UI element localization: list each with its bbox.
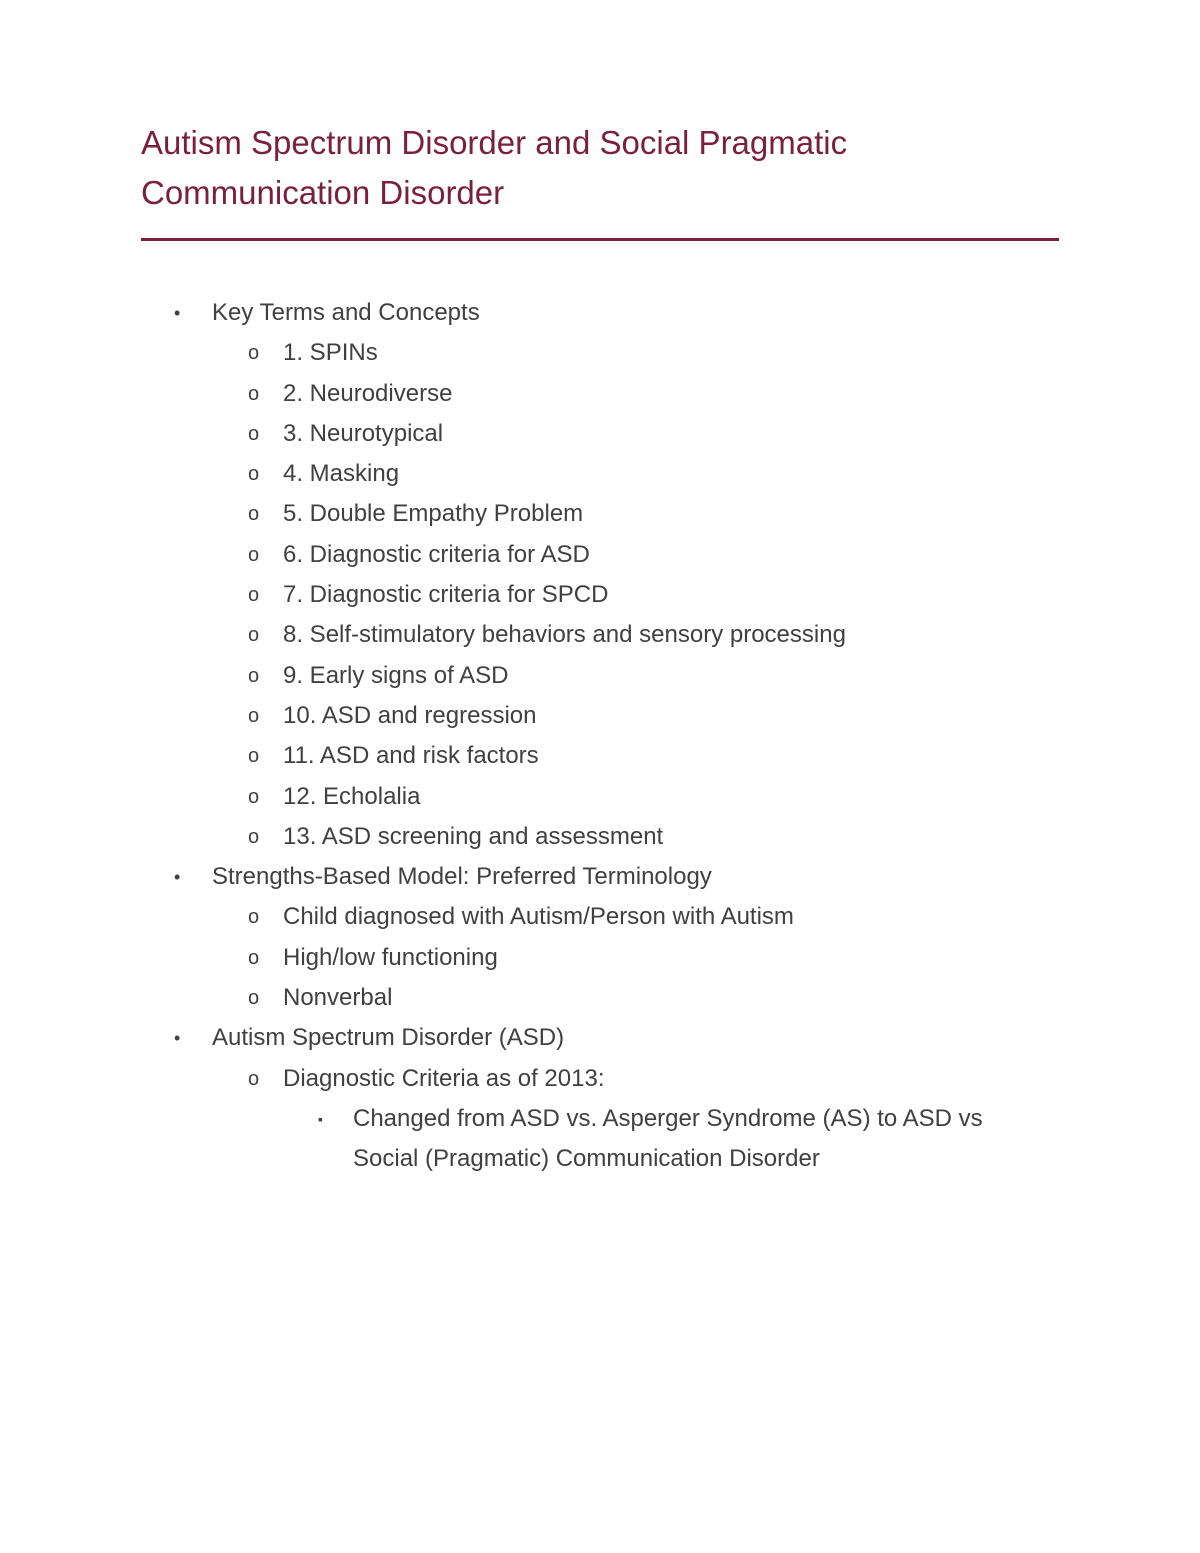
section-heading-text: Autism Spectrum Disorder (ASD) [212,1024,565,1052]
sub-bullet-marker: o [248,946,260,969]
list-item [0,333,1200,373]
list-item-text: 4. Masking [283,460,400,488]
list-item-text: 11. ASD and risk factors [283,742,539,770]
sub-bullet-marker: o [248,785,260,808]
list-item [0,454,1200,494]
list-item [0,938,1200,978]
sub-bullet-marker: o [248,382,260,405]
list-item-text: 13. ASD screening and assessment [283,822,664,850]
list-item-text: 10. ASD and regression [283,701,537,729]
section-heading-text: Strengths-Based Model: Preferred Terminology [212,863,712,891]
square-bullet-marker: ▪ [318,1110,323,1127]
sub-bullet-marker: o [248,664,260,687]
list-item-text: 3. Neurotypical [283,419,444,447]
sub-bullet-marker: o [248,704,260,727]
list-item-text: 12. Echolalia [283,782,421,810]
list-item-text: Child diagnosed with Autism/Person with Autism [283,903,794,931]
sub-bullet-marker: o [248,342,260,365]
sub-bullet-marker: o [248,745,260,768]
nested-list-item-text: Changed from ASD vs. Asperger Syndrome (AS) to ASD vs Social (Pragmatic) Communication Disorder [353,1104,983,1173]
section-heading [0,1018,1200,1058]
list-item-text: 7. Diagnostic criteria for SPCD [283,581,609,609]
list-item [0,374,1200,414]
document-title: Autism Spectrum Disorder and Social Pragmatic Communication Disorder [141,124,848,211]
sub-bullet-marker: o [248,1067,260,1090]
list-item [0,615,1200,655]
section-heading [0,857,1200,897]
sub-bullet-marker: o [248,906,260,929]
bullet-marker: • [174,867,181,888]
list-item [0,414,1200,454]
list-item [0,656,1200,696]
section-heading-text: Key Terms and Concepts [212,299,480,326]
list-item-text: 1. SPINs [283,339,378,367]
nested-list-item [0,1099,1200,1180]
list-item-text: Diagnostic Criteria as of 2013: [283,1064,605,1092]
list-item-text: Nonverbal [283,984,393,1012]
list-item-text: 6. Diagnostic criteria for ASD [283,540,590,568]
list-item [0,736,1200,776]
outline-list [0,293,1200,1180]
sub-bullet-marker: o [248,543,260,566]
list-item-text: 8. Self-stimulatory behaviors and sensory processing [283,621,846,649]
list-item [0,494,1200,534]
list-item [0,1059,1200,1099]
sub-bullet-marker: o [248,987,260,1010]
list-item [0,817,1200,857]
list-item [0,978,1200,1018]
list-item [0,897,1200,937]
sub-bullet-marker: o [248,624,260,647]
list-item-text: 9. Early signs of ASD [283,661,509,689]
section-heading [0,293,1200,333]
bullet-marker: • [174,303,181,323]
sub-bullet-marker: o [248,825,260,848]
list-item [0,696,1200,736]
sub-bullet-marker: o [248,503,260,526]
list-item-text: 2. Neurodiverse [283,379,453,407]
list-item [0,777,1200,817]
title-underline-divider [141,238,1059,241]
list-item [0,535,1200,575]
bullet-marker: • [174,1028,181,1049]
list-item-text: 5. Double Empathy Problem [283,500,584,528]
sub-bullet-marker: o [248,463,260,486]
list-item [0,575,1200,615]
sub-bullet-marker: o [248,584,260,607]
list-item-text: High/low functioning [283,943,498,971]
sub-bullet-marker: o [248,422,260,445]
